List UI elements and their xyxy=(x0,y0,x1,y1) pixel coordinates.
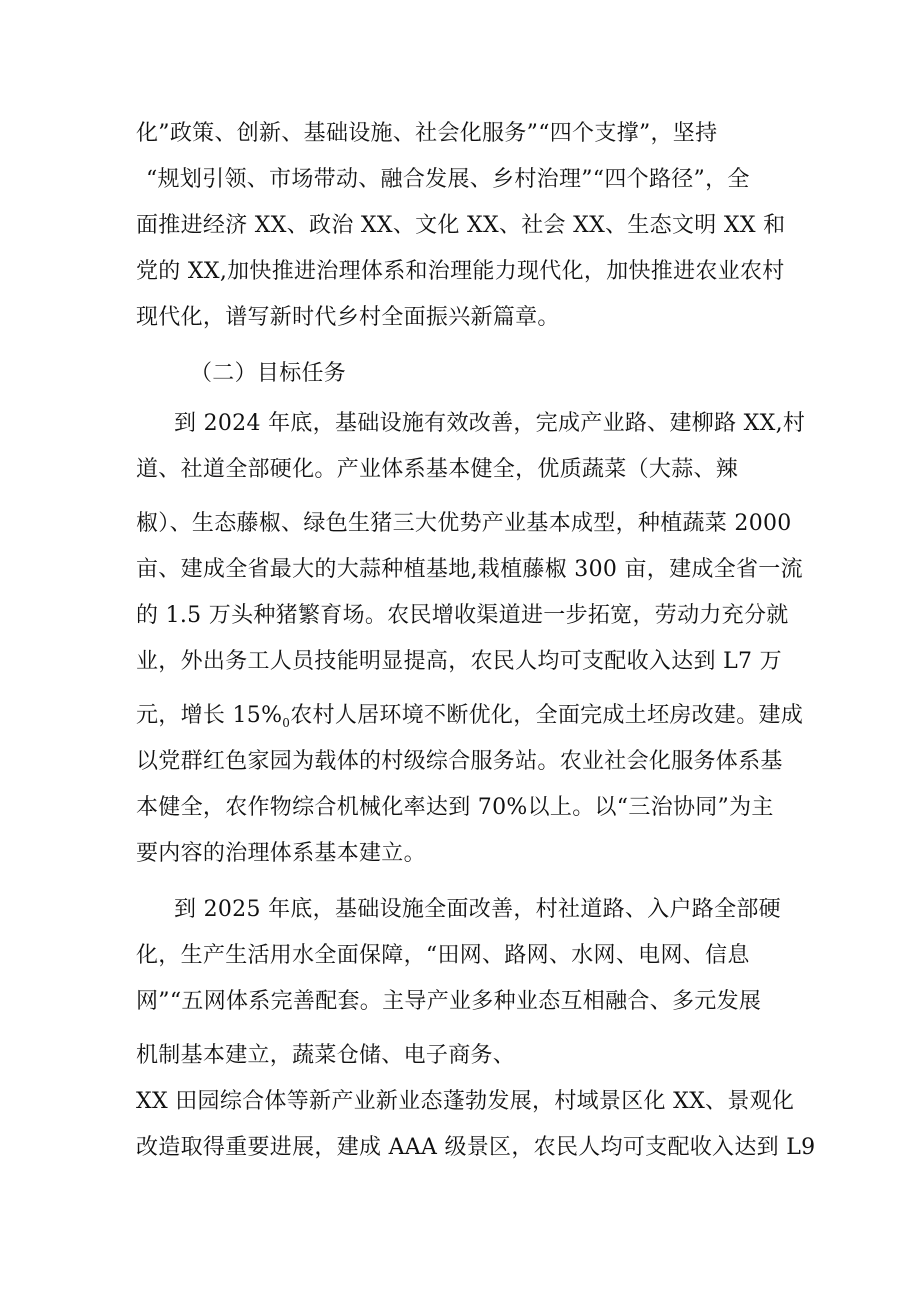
text-line-17: 到 2025 年底，基础设施全面改善，村社道路、入户路全部硬 xyxy=(174,897,781,922)
text-line-13-start: 元，增长 15% xyxy=(136,703,283,728)
text-line-14: 以党群红色家园为载体的村级综合服务站。农业社会化服务体系基 xyxy=(136,749,783,774)
text-line-8: 道、社道全部硬化。产业体系基本健全，优质蔬菜（大蒜、辣 xyxy=(136,457,739,482)
text-line-4: 党的 XX,加快推进治理体系和治理能力现代化，加快推进农业农村 xyxy=(136,259,785,284)
text-line-21: XX 田园综合体等新产业新业态蓬勃发展，村域景区化 XX、景观化 xyxy=(136,1089,795,1114)
text-line-3: 面推进经济 XX、政治 XX、文化 XX、社会 XX、生态文明 XX 和 xyxy=(136,213,786,238)
text-line-13 xyxy=(136,702,803,730)
text-line-12: 业，外出务工人员技能明显提高，农民人均可支配收入达到 L7 万 xyxy=(136,649,782,674)
text-line-7: 到 2024 年底，基础设施有效改善，完成产业路、建柳路 XX,村 xyxy=(174,411,806,436)
text-line-1: 化”政策、创新、基础设施、社会化服务”“四个支撑”，坚持 xyxy=(136,121,718,146)
subscript-zero: 0 xyxy=(282,716,291,730)
text-line-18: 化，生产生活用水全面保障，“田网、路网、水网、电网、信息 xyxy=(136,943,750,968)
text-line-15: 本健全，农作物综合机械化率达到 70%以上。以“三治协同”为主 xyxy=(136,795,774,820)
text-line-19: 网”“五网体系完善配套。主导产业多种业态互相融合、多元发展 xyxy=(136,989,762,1014)
text-line-11: 的 1.5 万头种猪繁育场。农民增收渠道进一步拓宽，劳动力充分就 xyxy=(136,603,789,628)
text-line-22: 改造取得重要进展，建成 AAA 级景区，农民人均可支配收入达到 L9 xyxy=(136,1135,816,1160)
section-heading: （二）目标任务 xyxy=(190,361,347,386)
text-line-10: 亩、建成全省最大的大蒜种植基地,栽植藤椒 300 亩，建成全省一流 xyxy=(136,557,803,582)
text-line-20: 机制基本建立，蔬菜仓储、电子商务、 xyxy=(136,1043,516,1068)
text-line-9: 椒）、生态藤椒、绿色生猪三大优势产业基本成型，种植蔬菜 2000 xyxy=(136,511,792,536)
text-line-13-end: 农村人居环境不断优化，全面完成土坯房改建。建成 xyxy=(290,703,804,728)
text-line-16: 要内容的治理体系基本建立。 xyxy=(136,841,426,866)
text-line-2: “规划引领、市场带动、融合发展、乡村治理”“四个路径”，全 xyxy=(146,167,750,192)
text-line-5: 现代化，谱写新时代乡村全面振兴新篇章。 xyxy=(136,305,560,330)
